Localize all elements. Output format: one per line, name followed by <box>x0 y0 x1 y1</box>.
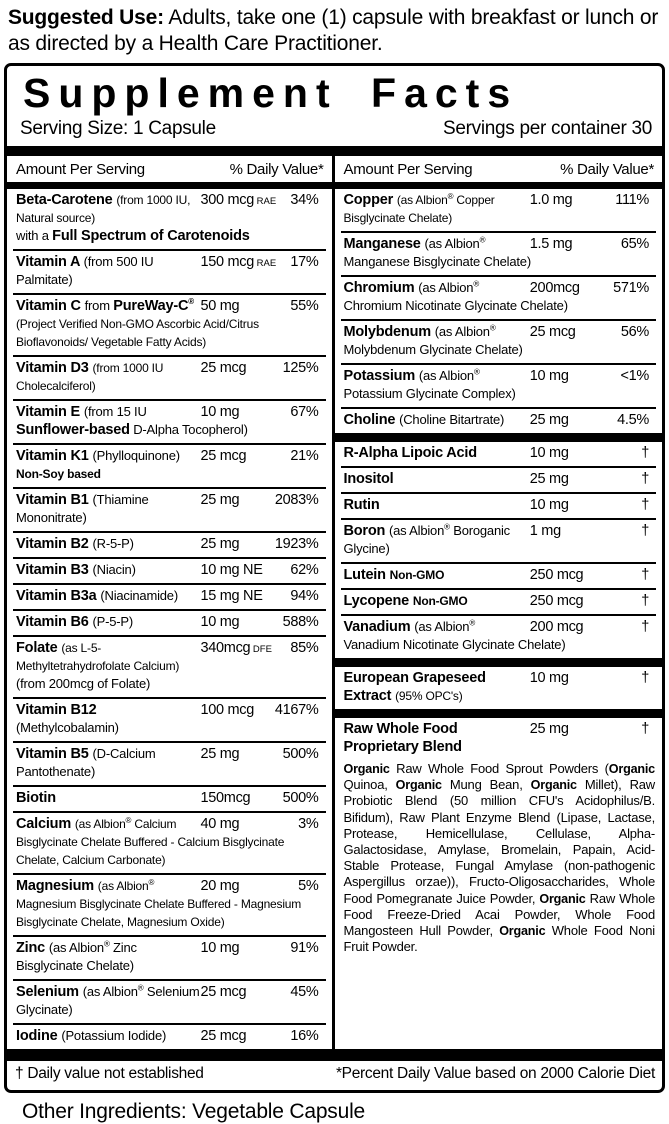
nutrient-name: Raw Whole Food Proprietary Blend <box>343 721 462 755</box>
daily-value: 3% <box>298 816 319 832</box>
serving-row <box>7 115 662 146</box>
facts-columns <box>7 156 662 1049</box>
amount-per-serving-header: Amount Per Serving <box>16 161 145 178</box>
nutrient-name: Magnesium (as Albion® Magnesium Bisglycinate Chelate Buffered - Magnesium Bisglycinate Chelate, Magnesium Oxide) <box>16 878 302 929</box>
right-rows <box>341 189 657 760</box>
nutrient-name: Vanadium (as Albion® Vanadium Nicotinate Glycinate Chelate) <box>343 618 566 652</box>
amount-value: 10 mg NE <box>200 562 263 578</box>
amount-value: 250 mcg <box>529 567 584 583</box>
daily-value: 4167% <box>274 702 319 718</box>
amount-value: 200 mcg <box>529 619 584 635</box>
amount-value: 25 mg <box>529 471 569 487</box>
daily-value: 16% <box>290 1028 319 1044</box>
daily-value: 4.5% <box>617 412 649 428</box>
nutrient-row <box>13 189 326 249</box>
amount-value: 10 mg <box>200 940 240 956</box>
amount-value: 1 mg <box>529 523 561 539</box>
daily-value-header: % Daily Value* <box>560 161 654 178</box>
nutrient-name: Vitamin B3a (Niacinamide) <box>16 588 178 604</box>
nutrient-row <box>13 293 326 355</box>
amount-value: 150 mcg RAE <box>200 254 277 270</box>
amount-value: 10 mg <box>529 368 569 384</box>
daily-value: 65% <box>620 236 649 252</box>
daily-value: 62% <box>290 562 319 578</box>
amount-value: 25 mg <box>529 412 569 428</box>
nutrient-row <box>341 466 657 492</box>
amount-value: 150mcg <box>200 790 251 806</box>
nutrient-name: Zinc (as Albion® Zinc Bisglycinate Chelate) <box>16 939 137 973</box>
daily-value: 5% <box>298 878 319 894</box>
nutrient-row <box>341 275 657 319</box>
nutrient-row <box>341 562 657 588</box>
amount-value: 1.0 mg <box>529 192 573 208</box>
nutrient-name: R-Alpha Lipoic Acid <box>343 445 477 461</box>
amount-value: 10 mg <box>529 670 569 686</box>
nutrient-row <box>13 557 326 583</box>
nutrient-row <box>13 443 326 487</box>
nutrient-name: European Grapeseed Extract (95% OPC's) <box>343 670 486 704</box>
nutrient-name: Vitamin B5 (D-Calcium Pantothenate) <box>16 746 156 779</box>
right-column <box>335 156 663 1049</box>
suggested-use-label: Suggested Use: <box>8 6 164 29</box>
daily-value: † <box>641 567 649 583</box>
nutrient-row <box>341 492 657 518</box>
daily-value-header: % Daily Value* <box>229 161 324 178</box>
column-header-bar <box>335 182 663 189</box>
supplement-facts-panel <box>4 63 665 1093</box>
nutrient-name: Choline (Choline Bitartrate) <box>343 412 505 428</box>
nutrient-row <box>13 399 326 443</box>
nutrient-row <box>341 442 657 466</box>
nutrient-row <box>341 614 657 658</box>
nutrient-name: Vitamin B6 (P-5-P) <box>16 614 134 630</box>
nutrient-name: Vitamin C from PureWay-C® (Project Verified Non-GMO Ascorbic Acid/Citrus Bioflavonoids/ Vegetable Fatty Acids) <box>16 297 259 349</box>
amount-value: 25 mcg <box>200 984 247 1000</box>
footnote-daily-value-not-established: † Daily value not established <box>15 1065 204 1082</box>
amount-value: 25 mg <box>200 492 240 508</box>
footer-divider-bar <box>7 1049 662 1061</box>
daily-value: 21% <box>290 448 319 464</box>
nutrient-row <box>341 407 657 433</box>
amount-value: 10 mg <box>200 614 240 630</box>
daily-value: † <box>641 523 649 539</box>
nutrient-row <box>13 873 326 935</box>
amount-value: 340mcg DFE <box>200 640 272 656</box>
amount-value: 20 mg <box>200 878 240 894</box>
daily-value: 56% <box>620 324 649 340</box>
amount-value: 50 mg <box>200 298 240 314</box>
section-divider-bar <box>335 433 663 442</box>
nutrient-row <box>13 249 326 293</box>
suggested-use-text: Adults, take one (1) capsule with breakfast or lunch or as directed by a Health Care Practitioner. <box>8 6 659 55</box>
daily-value: 500% <box>282 790 319 806</box>
nutrient-name: Vitamin A (from 500 IU Palmitate) <box>16 254 154 287</box>
nutrient-name: Beta-Carotene (from 1000 IU, Natural source) with a Full Spectrum of Carotenoids <box>16 192 250 244</box>
footnotes <box>7 1061 662 1090</box>
daily-value: † <box>641 445 649 461</box>
daily-value: 94% <box>290 588 319 604</box>
nutrient-name: Vitamin E (from 15 IU Sunflower-based D-Alpha Tocopherol) <box>16 404 248 438</box>
nutrient-name: Iodine (Potassium Iodide) <box>16 1028 167 1044</box>
nutrient-row <box>13 583 326 609</box>
nutrient-name: Rutin <box>343 497 380 513</box>
nutrient-name: Copper (as Albion® Copper Bisglycinate Chelate) <box>343 192 495 225</box>
daily-value: † <box>641 619 649 635</box>
daily-value: 111% <box>615 192 649 208</box>
nutrient-name: Vitamin K1 (Phylloquinone) Non-Soy based <box>16 448 180 481</box>
nutrient-name: Vitamin B1 (Thiamine Mononitrate) <box>16 492 149 525</box>
nutrient-name: Manganese (as Albion® Manganese Bisglycinate Chelate) <box>343 235 531 269</box>
amount-value: 25 mg <box>200 746 240 762</box>
amount-value: 25 mcg <box>200 448 247 464</box>
nutrient-name: Vitamin B3 (Niacin) <box>16 562 136 578</box>
section-divider-bar <box>335 658 663 667</box>
column-header-bar <box>7 182 332 189</box>
daily-value: 45% <box>290 984 319 1000</box>
daily-value: † <box>641 721 649 737</box>
nutrient-name: Lutein Non-GMO <box>343 567 445 583</box>
nutrient-row <box>341 588 657 614</box>
suggested-use-block <box>0 0 669 63</box>
nutrient-row <box>13 635 326 697</box>
amount-unit-suffix: RAE <box>254 258 277 269</box>
amount-value: 25 mcg <box>529 324 576 340</box>
nutrient-name: Boron (as Albion® Boroganic Glycine) <box>343 522 510 556</box>
amount-value: 25 mcg <box>200 360 247 376</box>
footnote-percent-daily-value: *Percent Daily Value based on 2000 Calorie Diet <box>335 1065 655 1082</box>
nutrient-row <box>13 697 326 741</box>
amount-value: 300 mcg RAE <box>200 192 277 208</box>
nutrient-row <box>341 231 657 275</box>
daily-value: <1% <box>620 368 649 384</box>
daily-value: 2083% <box>274 492 319 508</box>
daily-value: † <box>641 593 649 609</box>
amount-unit-suffix: DFE <box>250 644 272 655</box>
nutrient-row <box>341 189 657 231</box>
nutrient-name: Vitamin B2 (R-5-P) <box>16 536 134 552</box>
daily-value: 67% <box>290 404 319 420</box>
right-column-header <box>341 156 657 182</box>
nutrient-row <box>13 785 326 811</box>
amount-unit-suffix: RAE <box>254 196 277 207</box>
other-ingredients: Other Ingredients: Vegetable Capsule <box>22 1100 366 1123</box>
daily-value: 1923% <box>274 536 319 552</box>
nutrient-row <box>13 1023 326 1049</box>
nutrient-row <box>13 609 326 635</box>
amount-value: 10 mg <box>529 445 569 461</box>
daily-value: 85% <box>290 640 319 656</box>
daily-value: † <box>641 497 649 513</box>
amount-value: 10 mg <box>200 404 240 420</box>
nutrient-name: Vitamin B12 (Methylcobalamin) <box>16 702 119 735</box>
nutrient-row <box>13 741 326 785</box>
amount-value: 25 mg <box>200 536 240 552</box>
left-column-header <box>13 156 326 182</box>
daily-value: 588% <box>282 614 319 630</box>
nutrient-row <box>341 667 657 709</box>
nutrient-name: Chromium (as Albion® Chromium Nicotinate Glycinate Chelate) <box>343 279 568 313</box>
header-divider-bar <box>7 146 662 156</box>
nutrient-row <box>13 979 326 1023</box>
nutrient-name: Lycopene Non-GMO <box>343 593 468 609</box>
daily-value: 17% <box>290 254 319 270</box>
nutrient-name: Molybdenum (as Albion® Molybdenum Glycinate Chelate) <box>343 323 523 357</box>
amount-value: 200mcg <box>529 280 580 296</box>
proprietary-blend-description: Organic Raw Whole Food Sprout Powders (Organic Quinoa, Organic Mung Bean, Organic Millet), Raw Probiotic Blend (50 million CFU's Acidophilus/B. Bifidum), Raw Plant Enzyme Blend (Lipase, Lactase, Protease, Hemicellulase, Cellulase, Alpha-Galactosidase, Amylase, Bromelain, Papain, Acid-Stable Protease, Fungal Amylase (non-pathogenic Aspergillus orzae)), Fructo-Oligosaccharides, Whole Food Pomegranate Juice Powder, Organic Raw Whole Food Freeze-Dried Acai Powder, Whole Food Mangosteen Hull Powder, Organic Whole Food Noni Fruit Powder. <box>343 761 655 955</box>
amount-value: 40 mg <box>200 816 240 832</box>
daily-value: 55% <box>290 298 319 314</box>
left-column <box>7 156 335 1049</box>
nutrient-name: Potassium (as Albion® Potassium Glycinate Complex) <box>343 367 516 401</box>
nutrient-row <box>341 718 657 760</box>
nutrient-name: Calcium (as Albion® Calcium Bisglycinate Chelate Buffered - Calcium Bisglycinate Chelate, Calcium Carbonate) <box>16 816 285 867</box>
nutrient-row <box>13 487 326 531</box>
serving-size: Serving Size: 1 Capsule <box>20 118 216 139</box>
nutrient-name: Vitamin D3 (from 1000 IU Cholecalciferol) <box>16 360 164 393</box>
daily-value: † <box>641 670 649 686</box>
nutrient-row <box>13 935 326 979</box>
amount-value: 10 mg <box>529 497 569 513</box>
amount-value: 250 mcg <box>529 593 584 609</box>
nutrient-name: Selenium (as Albion® Selenium Glycinate) <box>16 983 200 1017</box>
daily-value: † <box>641 471 649 487</box>
panel-title: Supplement Facts <box>23 70 519 116</box>
nutrient-name: Folate (as L-5-Methyltetrahydrofolate Calcium) (from 200mcg of Folate) <box>16 640 180 691</box>
amount-per-serving-header: Amount Per Serving <box>343 161 473 178</box>
section-divider-bar <box>335 709 663 718</box>
nutrient-row <box>13 531 326 557</box>
nutrient-row <box>341 518 657 562</box>
nutrient-row <box>341 319 657 363</box>
daily-value: 34% <box>290 192 319 208</box>
nutrient-row <box>13 355 326 399</box>
amount-value: 100 mcg <box>200 702 255 718</box>
nutrient-row <box>341 363 657 407</box>
amount-value: 25 mg <box>529 721 569 737</box>
servings-per-container: Servings per container 30 <box>442 118 652 139</box>
amount-value: 1.5 mg <box>529 236 573 252</box>
amount-value: 15 mg NE <box>200 588 263 604</box>
nutrient-row <box>13 811 326 873</box>
daily-value: 500% <box>282 746 319 762</box>
left-rows <box>13 189 326 1049</box>
daily-value: 91% <box>290 940 319 956</box>
amount-value: 25 mcg <box>200 1028 247 1044</box>
nutrient-name: Inositol <box>343 471 394 487</box>
nutrient-name: Biotin <box>16 790 56 806</box>
daily-value: 125% <box>282 360 319 376</box>
daily-value: 571% <box>613 280 649 296</box>
